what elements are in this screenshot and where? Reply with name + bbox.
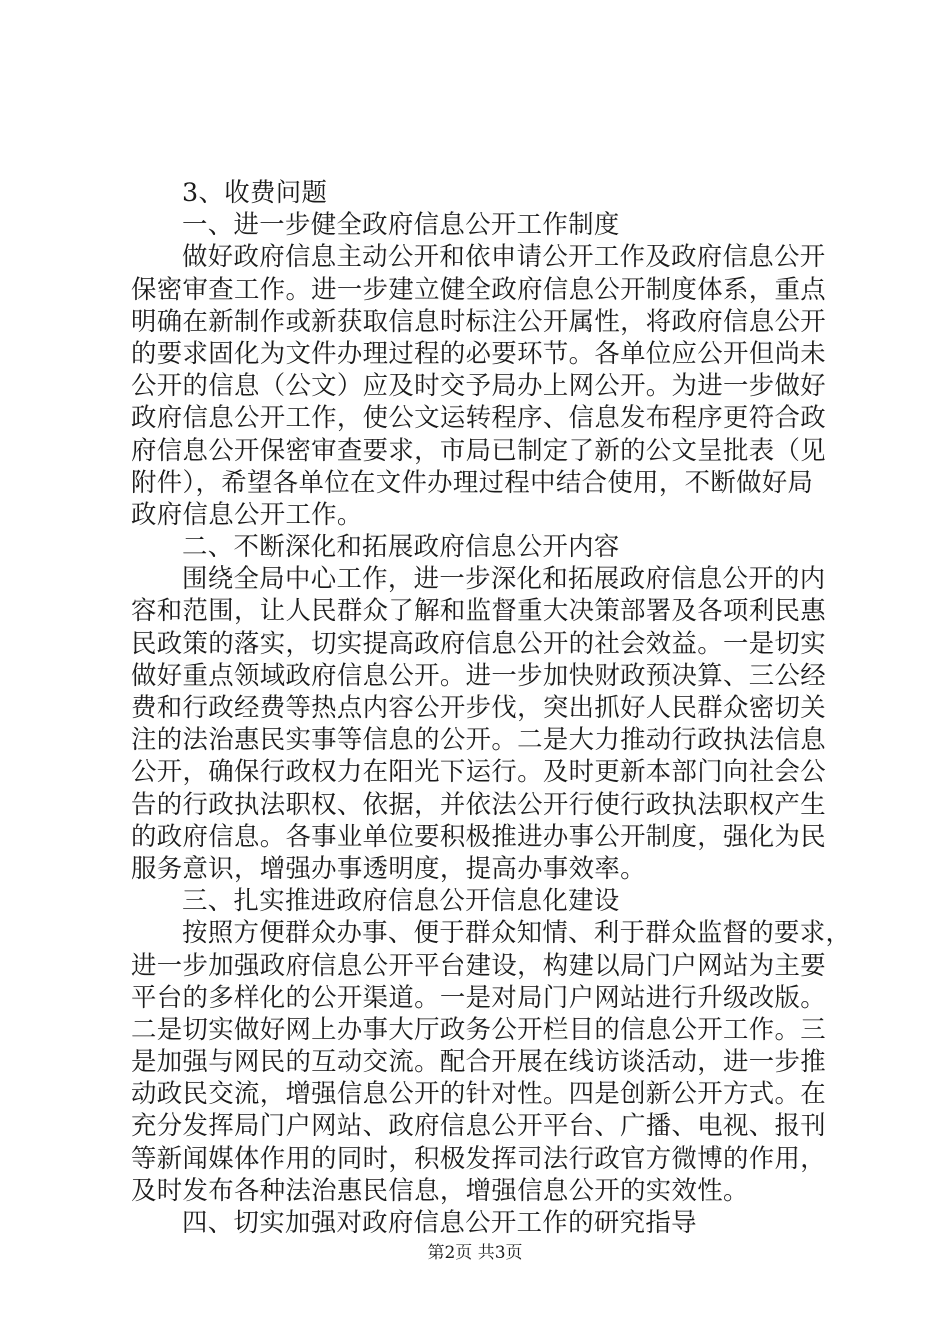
text-line: 保密审查工作。进一步建立健全政府信息公开制度体系，重点	[131, 273, 826, 304]
text-line: 做好重点领域政府信息公开。进一步加快财政预决算、三公经	[131, 659, 826, 690]
text-line: 一、进一步健全政府信息公开工作制度	[182, 209, 620, 240]
text-line: 告的行政执法职权、依据，并依法公开行使行政执法职权产生	[131, 788, 826, 819]
text-line: 四、切实加强对政府信息公开工作的研究指导	[182, 1207, 697, 1237]
text-line: 按照方便群众办事、便于群众知情、利于群众监督的要求，	[182, 917, 852, 948]
text-line: 做好政府信息主动公开和依申请公开工作及政府信息公开	[182, 241, 826, 272]
text-line: 二、不断深化和拓展政府信息公开内容	[182, 531, 620, 562]
text-line: 3、收费问题	[182, 177, 328, 207]
text-line: 二是切实做好网上办事大厅政务公开栏目的信息公开工作。三	[131, 1013, 826, 1044]
text-line: 充分发挥局门户网站、政府信息公开平台、广播、电视、报刊	[131, 1110, 826, 1141]
text-line: 动政民交流，增强信息公开的针对性。四是创新公开方式。在	[131, 1078, 826, 1109]
text-line: 公开的信息（公文）应及时交予局办上网公开。为进一步做好	[131, 370, 826, 401]
text-line: 等新闻媒体作用的同时，积极发挥司法行政官方微博的作用，	[131, 1142, 826, 1173]
text-line: 是加强与网民的互动交流。配合开展在线访谈活动，进一步推	[131, 1046, 826, 1077]
text-line: 公开，确保行政权力在阳光下运行。及时更新本部门向社会公	[131, 756, 826, 787]
text-line: 及时发布各种法治惠民信息，增强信息公开的实效性。	[131, 1174, 749, 1205]
text-line: 府信息公开保密审查要求，市局已制定了新的公文呈批表（见	[131, 434, 826, 465]
document-body	[131, 176, 852, 1238]
text-line: 注的法治惠民实事等信息的公开。二是大力推动行政执法信息	[131, 724, 826, 755]
text-line: 平台的多样化的公开渠道。一是对局门户网站进行升级改版。	[131, 981, 826, 1012]
text-line: 民政策的落实，切实提高政府信息公开的社会效益。一是切实	[131, 627, 826, 658]
text-line: 政府信息公开工作。	[131, 498, 363, 529]
text-line: 政府信息公开工作，使公文运转程序、信息发布程序更符合政	[131, 402, 826, 433]
text-line: 容和范围，让人民群众了解和监督重大决策部署及各项利民惠	[131, 595, 826, 626]
page-footer: 第2页 共3页	[427, 1243, 523, 1263]
text-line: 围绕全局中心工作，进一步深化和拓展政府信息公开的内	[182, 563, 826, 594]
text-line: 服务意识，增强办事透明度，提高办事效率。	[131, 852, 646, 883]
text-line: 明确在新制作或新获取信息时标注公开属性，将政府信息公开	[131, 305, 826, 336]
text-line: 三、扎实推进政府信息公开信息化建设	[182, 885, 620, 916]
text-line: 费和行政经费等热点内容公开步伐，突出抓好人民群众密切关	[131, 692, 826, 722]
text-line: 进一步加强政府信息公开平台建设，构建以局门户网站为主要	[131, 949, 826, 980]
text-line: 的要求固化为文件办理过程的必要环节。各单位应公开但尚未	[131, 337, 826, 368]
text-line: 附件），希望各单位在文件办理过程中结合使用，不断做好局	[131, 466, 814, 497]
text-line: 的政府信息。各事业单位要积极推进办事公开制度，强化为民	[131, 820, 826, 851]
